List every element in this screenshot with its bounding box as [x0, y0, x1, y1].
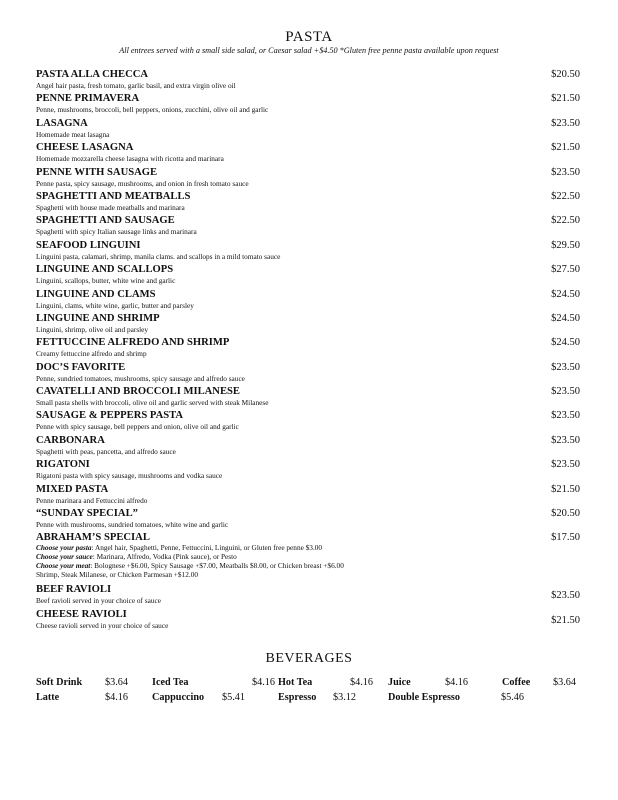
item-name: MIXED PASTA [36, 483, 109, 495]
beverage-price: $3.64 [105, 677, 128, 688]
menu-item-special [36, 532, 580, 584]
beverages-title: BEVERAGES [265, 651, 353, 666]
menu-item [36, 264, 580, 288]
menu-item [36, 410, 580, 434]
item-price: $23.50 [551, 459, 580, 471]
option-text: : Angel hair, Spaghetti, Penne, Fettuccini, Linguini, or Gluten free penne $3.00 [91, 543, 323, 553]
beverage-name: Hot Tea [278, 677, 313, 688]
item-name: SPAGHETTI AND MEATBALLS [36, 190, 191, 202]
item-name: CARBONARA [36, 434, 105, 446]
item-price: $23.50 [551, 361, 580, 373]
menu-item [36, 609, 580, 633]
item-description: Spaghetti with peas, pancetta, and alfredo sauce [36, 446, 176, 456]
item-price: $22.50 [551, 215, 580, 227]
menu-item [36, 508, 580, 532]
option-label: Choose your meat [36, 561, 91, 571]
menu-item [36, 191, 580, 215]
menu-item [36, 215, 580, 239]
page-title: PASTA [285, 29, 333, 45]
item-description: Spaghetti with spicy Italian sausage links and marinara [36, 227, 197, 237]
item-description: Linguini, shrimp, olive oil and parsley [36, 324, 149, 334]
beverage-name: Juice [388, 677, 411, 688]
beverages-row [36, 692, 581, 706]
item-name: SAUSAGE & PEPPERS PASTA [36, 410, 184, 422]
item-description: Cheese ravioli served in your choice of sauce [36, 620, 169, 630]
item-price: $21.50 [551, 142, 580, 154]
item-price: $21.50 [551, 614, 580, 626]
item-name: PASTA ALLA CHECCA [36, 69, 149, 80]
item-description: Penne, mushrooms, broccoli, bell peppers, onions, zucchini, olive oil and garlic [36, 105, 269, 115]
beverage-name: Cappuccino [152, 692, 205, 703]
beverage-name: Soft Drink [36, 677, 83, 688]
beverage-price: $5.46 [501, 692, 524, 703]
item-description: Spaghetti with house made meatballs and marinara [36, 202, 185, 212]
item-price: $17.50 [551, 532, 580, 544]
item-price: $23.50 [551, 410, 580, 422]
item-description: Small pasta shells with broccoli, olive oil and garlic served with steak Milanese [36, 398, 269, 408]
item-price: $24.50 [551, 312, 580, 324]
item-price: $20.50 [551, 508, 580, 520]
item-price: $23.50 [551, 386, 580, 398]
page-subtitle: All entrees served with a small side salad, or Caesar salad +$4.50 *Gluten free penne pasta available upon request [119, 46, 499, 55]
item-name: RIGATONI [36, 459, 90, 471]
item-description: Angel hair pasta, fresh tomato, garlic basil, and extra virgin olive oil [36, 81, 236, 90]
menu-item [36, 118, 580, 142]
beverage-price: $4.16 [445, 677, 468, 688]
item-price: $22.50 [551, 190, 580, 202]
item-name: FETTUCCINE ALFREDO AND SHRIMP [36, 337, 230, 349]
menu-item [36, 93, 580, 117]
menu-item [36, 386, 580, 410]
menu-item [36, 435, 580, 459]
item-name: CHEESE RAVIOLI [36, 608, 127, 620]
item-price: $23.50 [551, 434, 580, 446]
beverage-name: Double Espresso [388, 692, 460, 703]
item-name: LINGUINE AND CLAMS [36, 288, 156, 300]
menu-item [36, 584, 580, 608]
item-description: Penne pasta, spicy sausage, mushrooms, and onion in fresh tomato sauce [36, 178, 249, 188]
item-name: LINGUINE AND SHRIMP [36, 312, 160, 324]
menu-item [36, 289, 580, 313]
special-meat-option-cont: Shrimp, Steak Milanese, or Chicken Parmesan +$12.00 [36, 569, 198, 579]
beverage-price: $4.16 [350, 677, 373, 688]
item-name: LASAGNA [36, 117, 88, 129]
beverage-price: $4.16 [252, 677, 275, 688]
item-description: Linguini, clams, white wine, garlic, butter and parsley [36, 300, 194, 310]
item-price: $21.50 [551, 93, 580, 105]
beverage-name: Espresso [278, 692, 317, 703]
option-text: : Marinara, Alfredo, Vodka (Pink sauce), or Pesto [92, 552, 237, 562]
item-price: $24.50 [551, 288, 580, 300]
option-label: Choose your pasta [36, 543, 92, 553]
item-price: $29.50 [551, 239, 580, 251]
item-description: Rigatoni pasta with spicy sausage, mushrooms and vodka sauce [36, 471, 223, 481]
pasta-menu-list [36, 69, 580, 633]
option-text: : Bolognese +$6.00, Spicy Sausage +$7.00, Meatballs $8.00, or Chicken breast +$6.00 [90, 561, 344, 571]
item-name: ABRAHAM’S SPECIAL [36, 532, 150, 544]
item-name: DOC’S FAVORITE [36, 361, 126, 373]
beverage-price: $3.64 [553, 677, 576, 688]
menu-item [36, 313, 580, 337]
item-description: Creamy fettuccine alfredo and shrimp [36, 349, 147, 359]
item-name: CHEESE LASAGNA [36, 142, 134, 154]
item-description: Homemade meat lasagna [36, 129, 110, 139]
option-label: Choose your sauce [36, 552, 93, 562]
menu-item [36, 142, 580, 166]
menu-item [36, 362, 580, 386]
item-description: Penne with spicy sausage, bell peppers and onion, olive oil and garlic [36, 422, 239, 432]
item-name: PENNE PRIMAVERA [36, 93, 140, 105]
item-price: $21.50 [551, 483, 580, 495]
beverages-row [36, 677, 581, 691]
item-description: Homemade mozzarella cheese lasagna with ricotta and marinara [36, 154, 224, 164]
item-price: $27.50 [551, 264, 580, 276]
item-description: Linguini pasta, calamari, shrimp, manila clams. and scallops in a mild tomato sauce [36, 251, 281, 261]
item-price: $23.50 [551, 117, 580, 129]
menu-item [36, 484, 580, 508]
beverage-name: Latte [36, 692, 60, 703]
item-price: $20.50 [551, 69, 580, 80]
item-name: PENNE WITH SAUSAGE [36, 166, 158, 178]
menu-item [36, 337, 580, 361]
beverage-price: $4.16 [105, 692, 128, 703]
item-name: “SUNDAY SPECIAL” [36, 508, 138, 520]
menu-item [36, 167, 580, 191]
item-description: Penne marinara and Fettuccini alfredo [36, 495, 148, 505]
menu-item [36, 240, 580, 264]
item-name: CAVATELLI AND BROCCOLI MILANESE [36, 386, 240, 398]
item-description: Penne with mushrooms, sundried tomatoes, white wine and garlic [36, 520, 229, 530]
beverage-name: Iced Tea [152, 677, 189, 688]
item-description: Beef ravioli served in your choice of sauce [36, 596, 162, 606]
item-name: BEEF RAVIOLI [36, 584, 112, 596]
beverage-price: $3.12 [333, 692, 356, 703]
item-price: $24.50 [551, 337, 580, 349]
item-name: LINGUINE AND SCALLOPS [36, 264, 174, 276]
item-description: Penne, sundried tomatoes, mushrooms, spicy sausage and alfredo sauce [36, 373, 245, 383]
item-name: SPAGHETTI AND SAUSAGE [36, 215, 175, 227]
menu-item [36, 69, 580, 93]
item-name: SEAFOOD LINGUINI [36, 239, 141, 251]
menu-item [36, 459, 580, 483]
beverage-name: Coffee [502, 677, 531, 688]
item-price: $23.50 [551, 590, 580, 602]
beverage-price: $5.41 [222, 692, 245, 703]
item-description: Linguini, scallops, butter, white wine and garlic [36, 276, 176, 286]
item-price: $23.50 [551, 166, 580, 178]
